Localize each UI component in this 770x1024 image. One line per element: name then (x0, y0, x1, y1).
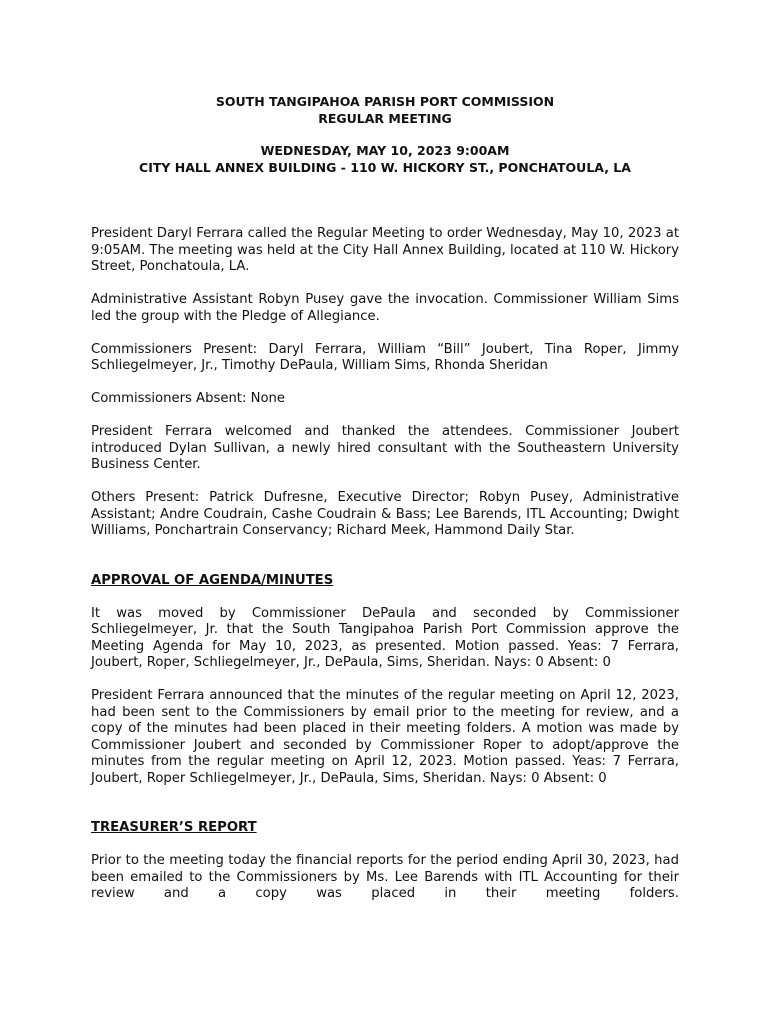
paragraph-commissioners-present: Commissioners Present: Daryl Ferrara, William “Bill” Joubert, Tina Roper, Jimmy Schliegelmeyer, Jr., Timothy DePaula, William Sims, Rhonda Sheridan (91, 341, 679, 373)
document-body (91, 226, 679, 919)
paragraph-agenda-motion: It was moved by Commissioner DePaula and seconded by Commissioner Schliegelmeyer, Jr. that the South Tangipahoa Parish Port Commission approve the Meeting Agenda for May 10, 2023, as presented. Motion passed. Yeas: 7 Ferrara, Joubert, Roper, Schliegelmeyer, Jr., DePaula, Sims, Sheridan. Nays: 0 Absent: 0 (91, 605, 679, 670)
meeting-location: CITY HALL ANNEX BUILDING - 110 W. HICKORY ST., PONCHATOULA, LA (139, 159, 631, 175)
paragraph-minutes-motion: President Ferrara announced that the minutes of the regular meeting on April 12, 2023, had been sent to the Commissioners by email prior to the meeting for review, and a copy of the minutes had been placed in their meeting folders. A motion was made by Commissioner Joubert and seconded by Commissioner Roper to adopt/approve the minutes from the regular meeting on April 12, 2023. Motion passed. Yeas: 7 Ferrara, Joubert, Roper Schliegelmeyer, Jr., DePaula, Sims, Sheridan. Nays: 0 Absent: 0 (91, 688, 679, 786)
section-heading-treasurers-report: TREASURER’S REPORT (91, 820, 257, 835)
document-header-top (90, 94, 680, 127)
paragraph-treasurers-report: Prior to the meeting today the financial reports for the period ending April 30, 2023, had been emailed to the Commissioners by Ms. Lee Barends with ITL Accounting for their review and a copy was placed in their meeting folders. (91, 853, 679, 901)
paragraph-welcome: President Ferrara welcomed and thanked the attendees. Commissioner Joubert introduced Dylan Sullivan, a newly hired consultant with the Southeastern University Business Center. (91, 424, 679, 472)
meeting-type: REGULAR MEETING (318, 110, 452, 126)
paragraph-commissioners-absent: Commissioners Absent: None (91, 391, 286, 406)
paragraph-others-present: Others Present: Patrick Dufresne, Executive Director; Robyn Pusey, Administrative Assistant; Andre Coudrain, Cashe Coudrain & Bass; Lee Barends, ITL Accounting; Dwight Williams, Ponchartrain Conservancy; Richard Meek, Hammond Daily Star. (91, 490, 679, 538)
paragraph-call-to-order: President Daryl Ferrara called the Regular Meeting to order Wednesday, May 10, 2023 at 9:05AM. The meeting was held at the City Hall Annex Building, located at 110 W. Hickory Street, Ponchatoula, LA. (91, 226, 679, 274)
paragraph-invocation: Administrative Assistant Robyn Pusey gave the invocation. Commissioner William Sims led the group with the Pledge of Allegiance. (91, 292, 679, 324)
section-heading-agenda-minutes: APPROVAL OF AGENDA/MINUTES (91, 572, 334, 588)
document-header-bottom (90, 143, 680, 176)
meeting-date-time: WEDNESDAY, MAY 10, 2023 9:00AM (260, 143, 510, 158)
commission-title: SOUTH TANGIPAHOA PARISH PORT COMMISSION (215, 94, 555, 109)
